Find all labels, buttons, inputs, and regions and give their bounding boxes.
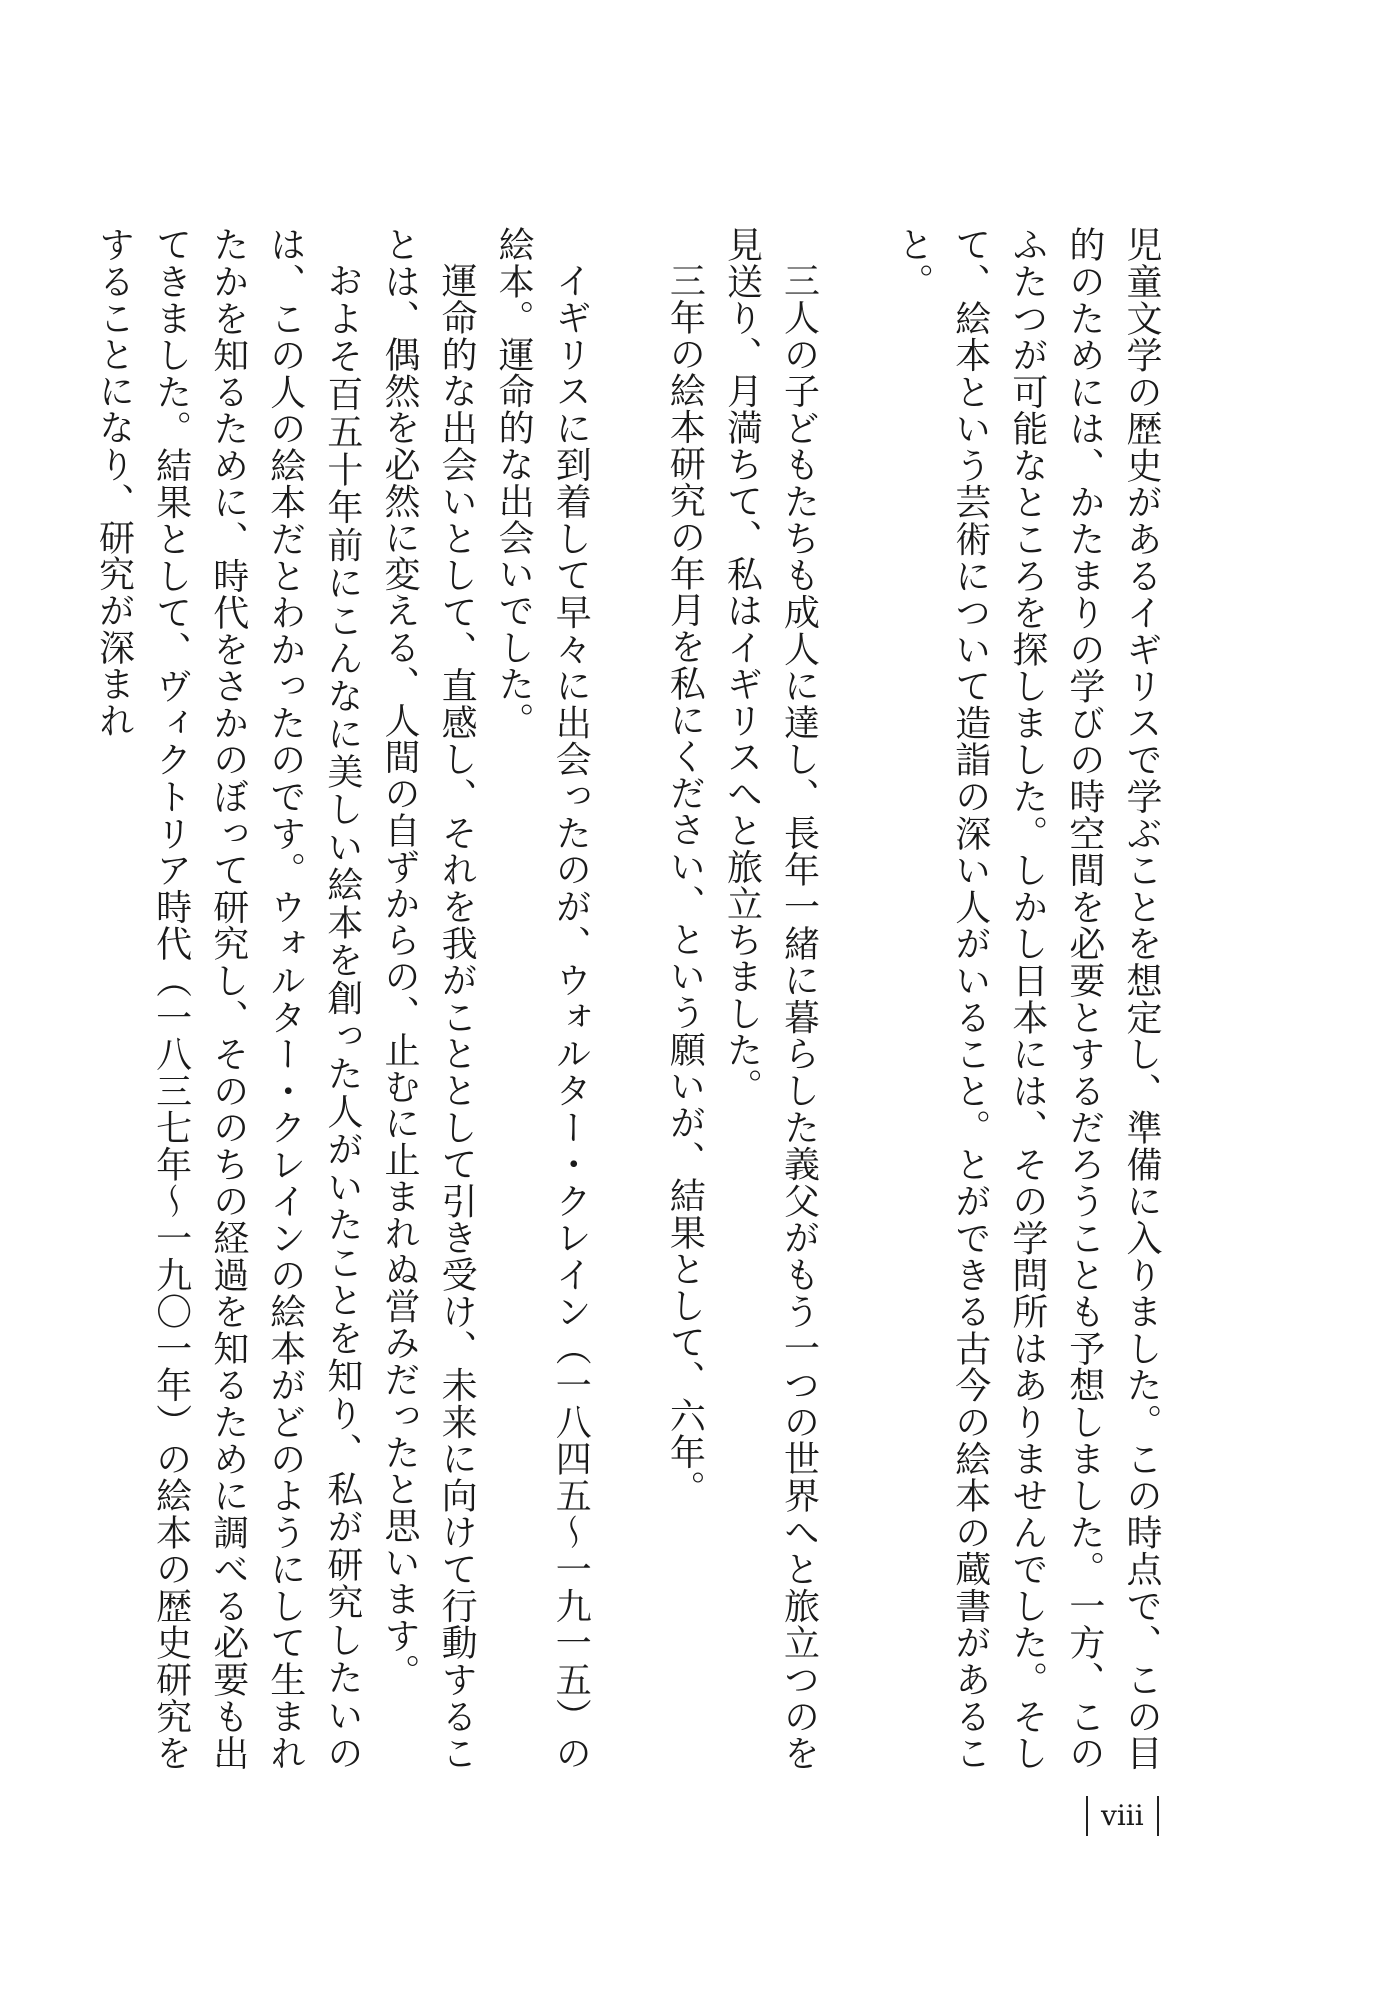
vertical-text-body <box>85 226 1170 1771</box>
page-number <box>1086 1798 1159 1834</box>
paragraph-3: 三年の絵本研究の年月を私にください、という願いが、結果として、六年。 <box>664 262 706 1507</box>
paragraph-4: イギリスに到着して早々に出会ったのが、ウォルター・クレイン（一八四五〜一九一五）の絵本。運命的な出会いでした。 <box>493 226 592 1771</box>
paragraph-1-continuation: 児童文学の歴史があるイギリスで学ぶことを想定し、準備に入りました。この時点で、この目的のためには、かたまりの学びの時空間を必要とするだろうことも予想しました。一方、このふたつが可能なところを探しました。しかし日本には、その学問所はありませんでした。そして、絵本という芸術について造詣の深い人がいること。とができる古今の絵本の蔵書があること。 <box>892 226 1162 1771</box>
paragraph-2: 三人の子どもたちも成人に達し、長年一緒に暮らした義父がもう一つの世界へと旅立つのを見送り、月満ちて、私はイギリスへと旅立ちました。 <box>721 226 820 1771</box>
page-number-text: viii <box>1101 1799 1144 1832</box>
paragraph-5: 運命的な出会いとして、直感し、それを我がこととして引き受け、未来に向けて行動することは、偶然を必然に変える、人間の自ずからの、止むに止まれぬ営みだったと思います。 <box>378 226 478 1771</box>
paragraph-gap <box>828 226 885 1771</box>
paragraph-6: およそ百五十年前にこんなに美しい絵本を創った人がいたことを知り、私が研究したいのは、この人の絵本だとわかったのです。ウォルター・クレインの絵本がどのようにして生まれたかを知るために、時代をさかのぼって研究し、そののちの経過を知るために調べる必要も出てきました。結果として、ヴィクトリア時代（一八三七年〜一九〇一年）の絵本の歴史研究をすることになり、研究が深まれ <box>93 226 363 1771</box>
paragraph-gap <box>599 226 656 1771</box>
folio-right-bar <box>1157 1796 1159 1836</box>
